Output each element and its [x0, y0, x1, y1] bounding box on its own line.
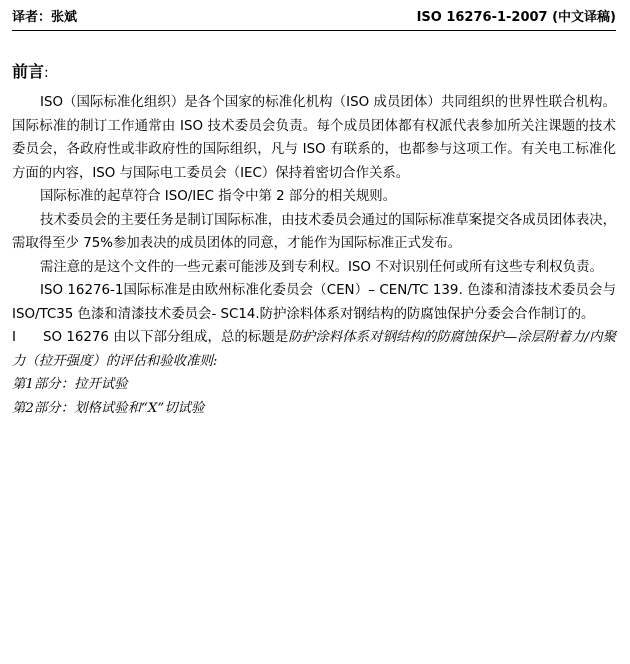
section-title [12, 60, 616, 85]
parts-intro-title: 防护涂料体系对钢结构的防腐蚀保护—涂层附着力/内聚力（拉开强度）的评估和验收准则: [12, 330, 616, 369]
section-title-text: 前言 [12, 62, 45, 81]
part-item-1: 第1部分：拉开试验 [12, 377, 128, 392]
page-header [12, 5, 616, 25]
parts-intro-lead: I SO 16276 由以下部分组成，总的标题是 [12, 330, 289, 345]
paragraph-patent-notice: 需注意的是这个文件的一些元素可能涉及到专利权。ISO 不对识别任何或所有这些专利权负责。 [40, 259, 603, 275]
part-item-2: 第2部分：划格试验和“X”切试验 [12, 400, 205, 416]
header-divider [12, 30, 616, 31]
paragraph-parts-intro [12, 326, 616, 373]
translator-label: 译者：张斌 [12, 9, 78, 25]
paragraph-origin: ISO 16276-1国际标准是由欧州标准化委员会（CEN）– CEN/TC 139. 色漆和清漆技术委员会与ISO/TC35 色漆和清漆技术委员会- SC14.防护涂料体系对钢结构的防腐蚀保护分委会合作制订的。 [12, 283, 616, 322]
section-title-colon: : [44, 65, 49, 81]
paragraph-iso-intro: ISO（国际标准化组织）是各个国家的标准化机构（ISO 成员团体）共同组织的世界性联合机构。国际标准的制订工作通常由 ISO 技术委员会负责。每个成员团体都有权派代表参加所关注课题的技术委员会，各政府性或非政府性的国际组织，凡与 ISO 有联系的，也都参与这项工作。有关电工标准化方面的内容，ISO 与国际电工委员会（IEC）保持着密切合作关系。 [12, 95, 616, 181]
document-body [12, 60, 616, 420]
paragraph-committee-task: 技术委员会的主要任务是制订国际标准，由技术委员会通过的国际标准草案提交各成员团体表决，需取得至少 75%参加表决的成员团体的同意，才能作为国际标准正式发布。 [12, 212, 616, 251]
document-title: ISO 16276-1-2007 (中文译稿) [416, 9, 616, 25]
paragraph-drafting-rules: 国际标准的起草符合 ISO/IEC 指令中第 2 部分的相关规则。 [40, 189, 397, 204]
